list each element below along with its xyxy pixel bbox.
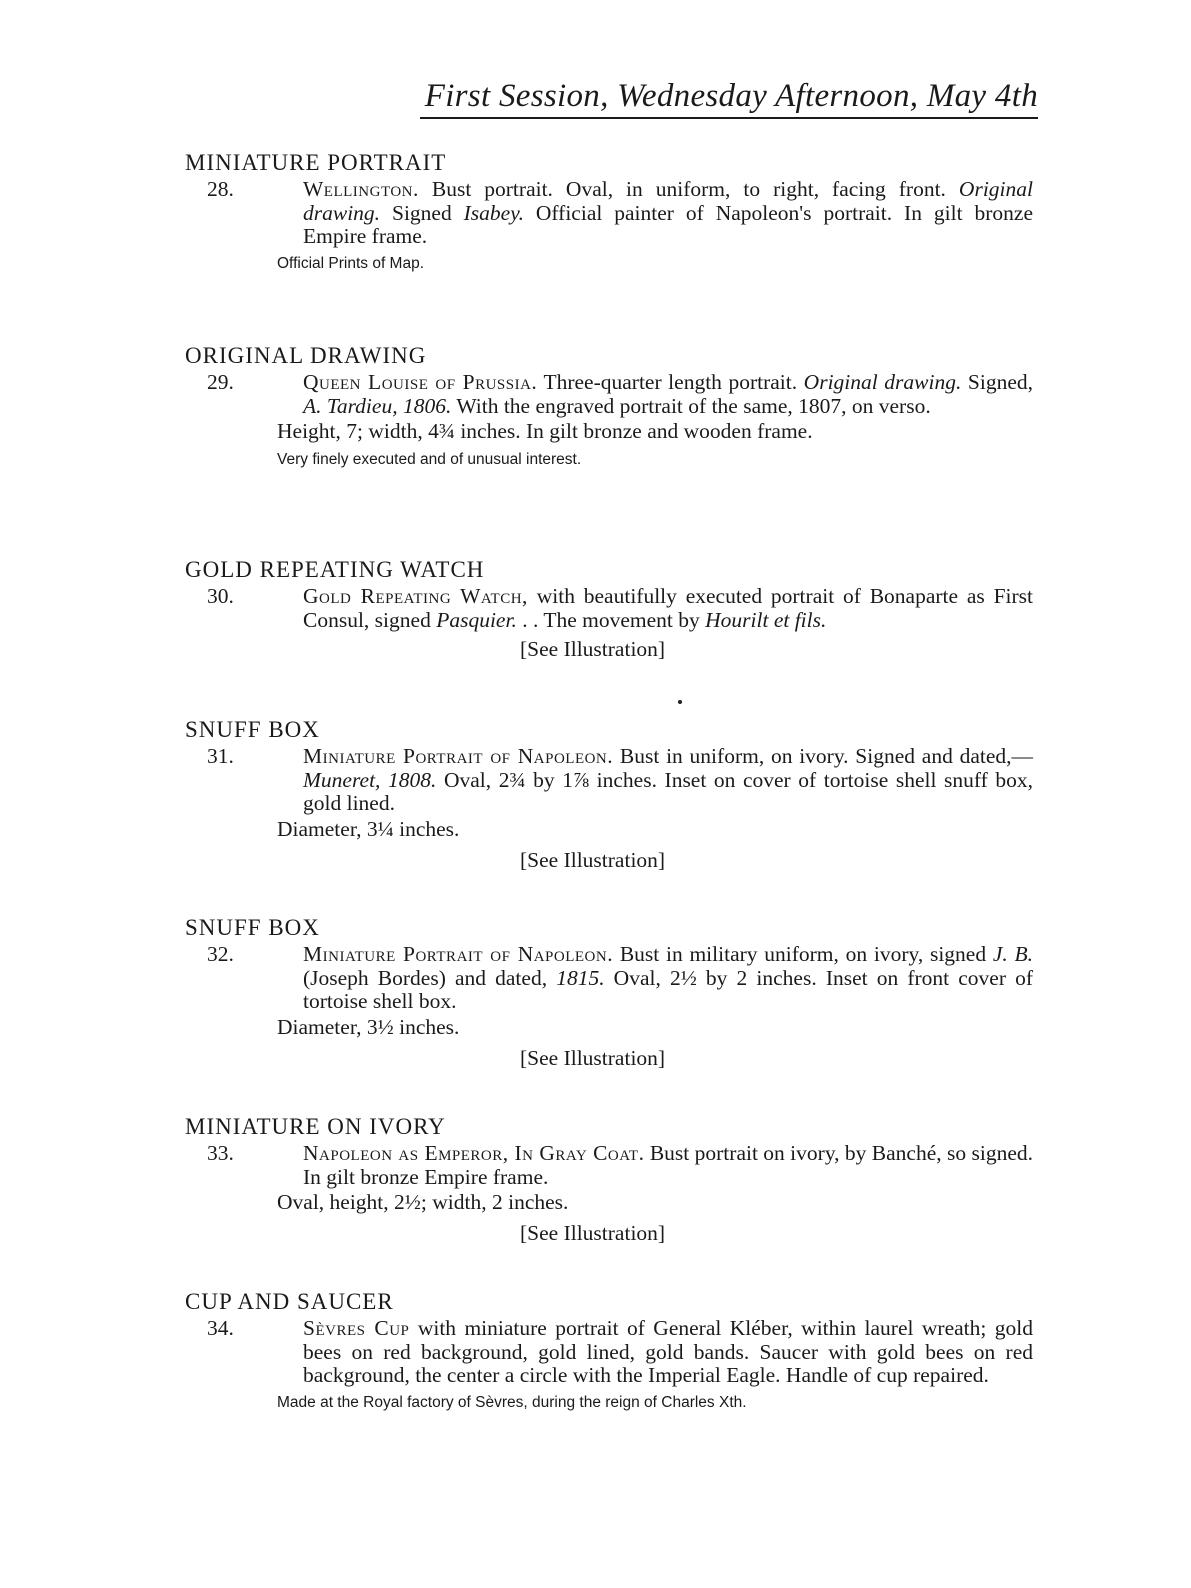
lot-description: 28. Wellington. Bust portrait. Oval, in uniform, to right, facing front. Original drawing. Signed Isabey. Official painter of Napoleon's portrait. In gilt bronze Empire frame. [207,177,1033,248]
lot-heading: MINIATURE ON IVORY [185,1114,446,1139]
lot-number: 31. [207,744,234,768]
lot-33 [185,1112,1045,1247]
running-header: First Session, Wednesday Afternoon, May 4th [420,78,1038,119]
lot-31 [185,715,1045,874]
lot-note: Made at the Royal factory of Sèvres, during the reign of Charles Xth. [277,1393,747,1411]
lot-number: 33. [207,1141,234,1165]
lot-number: 29. [207,370,234,394]
lot-heading: CUP AND SAUCER [185,1289,394,1314]
lot-title: Gold Repeating Watch, [303,584,528,608]
lot-32 [185,913,1045,1072]
lot-dimensions: Height, 7; width, 4¾ inches. In gilt bronze and wooden frame. [277,419,813,443]
lot-30 [185,555,1045,663]
lot-title: Napoleon as Emperor, In Gray Coat. [303,1141,645,1165]
lot-29 [185,341,1045,471]
lot-28 [185,148,1045,275]
lot-heading: MINIATURE PORTRAIT [185,150,447,175]
lot-heading: SNUFF BOX [185,915,320,940]
see-illustration-label: [See Illustration] [520,637,666,661]
lot-title: Queen Louise of Prussia. [303,370,538,394]
lot-heading: ORIGINAL DRAWING [185,343,427,368]
lot-title: Miniature Portrait of Napoleon. [303,942,614,966]
lot-title: Sèvres Cup [303,1316,410,1340]
see-illustration-label: [See Illustration] [520,847,666,872]
lot-number: 28. [207,177,234,201]
lot-description: 33. Napoleon as Emperor, In Gray Coat. Bust portrait on ivory, by Banché, so signed. In gilt bronze Empire frame. [207,1141,1034,1189]
lot-dimensions: Diameter, 3½ inches. [277,1014,460,1039]
lot-description: 32. Miniature Portrait of Napoleon. Bust in military uniform, on ivory, signed J. B. (Joseph Bordes) and dated, 1815. Oval, 2½ by 2 inches. Inset on front cover of tortoise shell box. [207,942,1034,1013]
see-illustration-label: [See Illustration] [520,1045,666,1070]
stray-dot [678,700,682,704]
lot-dimensions: Diameter, 3¼ inches. [277,816,460,841]
lot-heading: GOLD REPEATING WATCH [185,557,485,582]
lot-34 [185,1287,1045,1414]
lot-description: 34. Sèvres Cup with miniature portrait of General Kléber, within laurel wreath; gold bees on red background, gold lined, gold bands. Saucer with gold bees on red background, the center a circle with the Imperial Eagle. Handle of cup repaired. [207,1316,1033,1387]
lot-description: 30. Gold Repeating Watch, with beautifully executed portrait of Bonaparte as First Consul, signed Pasquier. . . The movement by Hourilt et fils. [207,584,1033,632]
lot-description: 31. Miniature Portrait of Napoleon. Bust in uniform, on ivory. Signed and dated,—Muneret, 1808. Oval, 2¾ by 1⅞ inches. Inset on cover of tortoise shell snuff box, gold lined. [207,744,1034,815]
lot-number: 30. [207,584,234,608]
see-illustration-label: [See Illustration] [520,1221,666,1245]
lot-heading: SNUFF BOX [185,717,320,742]
lot-title: Wellington. [303,177,419,201]
lot-note: Very finely executed and of unusual interest. [277,451,582,468]
lot-number: 34. [207,1316,234,1340]
lot-number: 32. [207,942,234,966]
lot-dimensions: Oval, height, 2½; width, 2 inches. [277,1190,569,1214]
lot-description: 29. Queen Louise of Prussia. Three-quarter length portrait. Original drawing. Signed, A. Tardieu, 1806. With the engraved portrait of the same, 1807, on verso. [207,370,1033,418]
lot-note: Official Prints of Map. [277,254,425,272]
lot-title: Miniature Portrait of Napoleon. [303,744,614,768]
